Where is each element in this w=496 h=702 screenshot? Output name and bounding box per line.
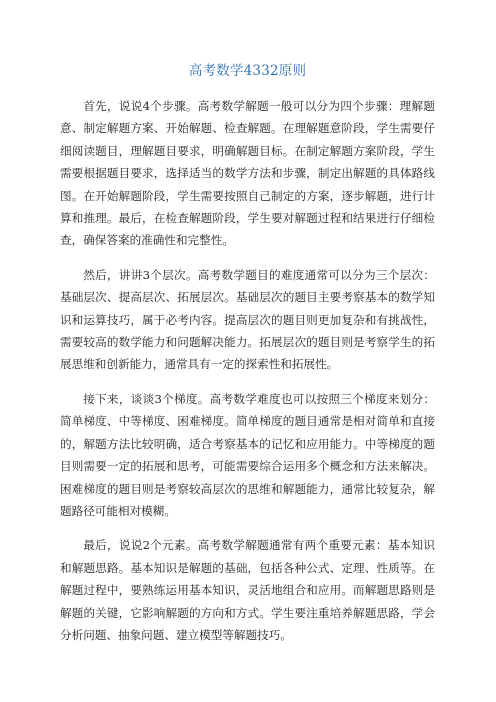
paragraph-three-levels: 然后，讲讲3个层次。高考数学题目的难度通常可以分为三个层次：基础层次、提高层次、拓展层次。基础层次的题目主要考察基本的数学知识和运算技巧，属于必考内容。提高层次的题目则更加复杂和有挑战性，需要较高的数学能力和问题解决能力。拓展层次的题目则是考察学生的拓展思维和创新能力，通常具有一定的探索性和拓展性。	[60, 267, 435, 372]
paragraph-two-elements: 最后，说说2个元素。高考数学解题通常有两个重要元素：基本知识和解题思路。基本知识是解题的基础，包括各种公式、定理、性质等。在解题过程中，要熟练运用基本知识，灵活地组合和应用。而解题思路则是解题的关键，它影响解题的方向和方式。学生要注重培养解题思路，学会分析问题、抽象问题、建立模型等解题技巧。	[60, 538, 435, 642]
document-body	[60, 95, 435, 646]
paragraph-four-steps: 首先，说说4个步骤。高考数学解题一般可以分为四个步骤：理解题意、制定解题方案、开始解题、检查解题。在理解题意阶段，学生需要仔细阅读题目，理解题目要求，明确解题目标。在制定解题方案阶段，学生需要根据题目要求，选择适当的数学方法和步骤，制定出解题的具体路线图。在开始解题阶段，学生需要按照自己制定的方案，逐步解题，进行计算和推理。最后，在检查解题阶段，学生要对解题过程和结果进行仔细检查，确保答案的准确性和完整性。	[60, 99, 435, 248]
paragraph-three-gradients: 接下来，谈谈3个梯度。高考数学难度也可以按照三个梯度来划分：简单梯度、中等梯度、困难梯度。简单梯度的题目通常是相对简单和直接的，解题方法比较明确，适合考察基本的记忆和应用能力。中等梯度的题目则需要一定的拓展和思考，可能需要综合运用多个概念和方法来解决。困难梯度的题目则是考察较高层次的思维和解题能力，通常比较复杂，解题路径可能相对模糊。	[60, 391, 435, 518]
document-title: 高考数学4332原则	[188, 63, 307, 79]
